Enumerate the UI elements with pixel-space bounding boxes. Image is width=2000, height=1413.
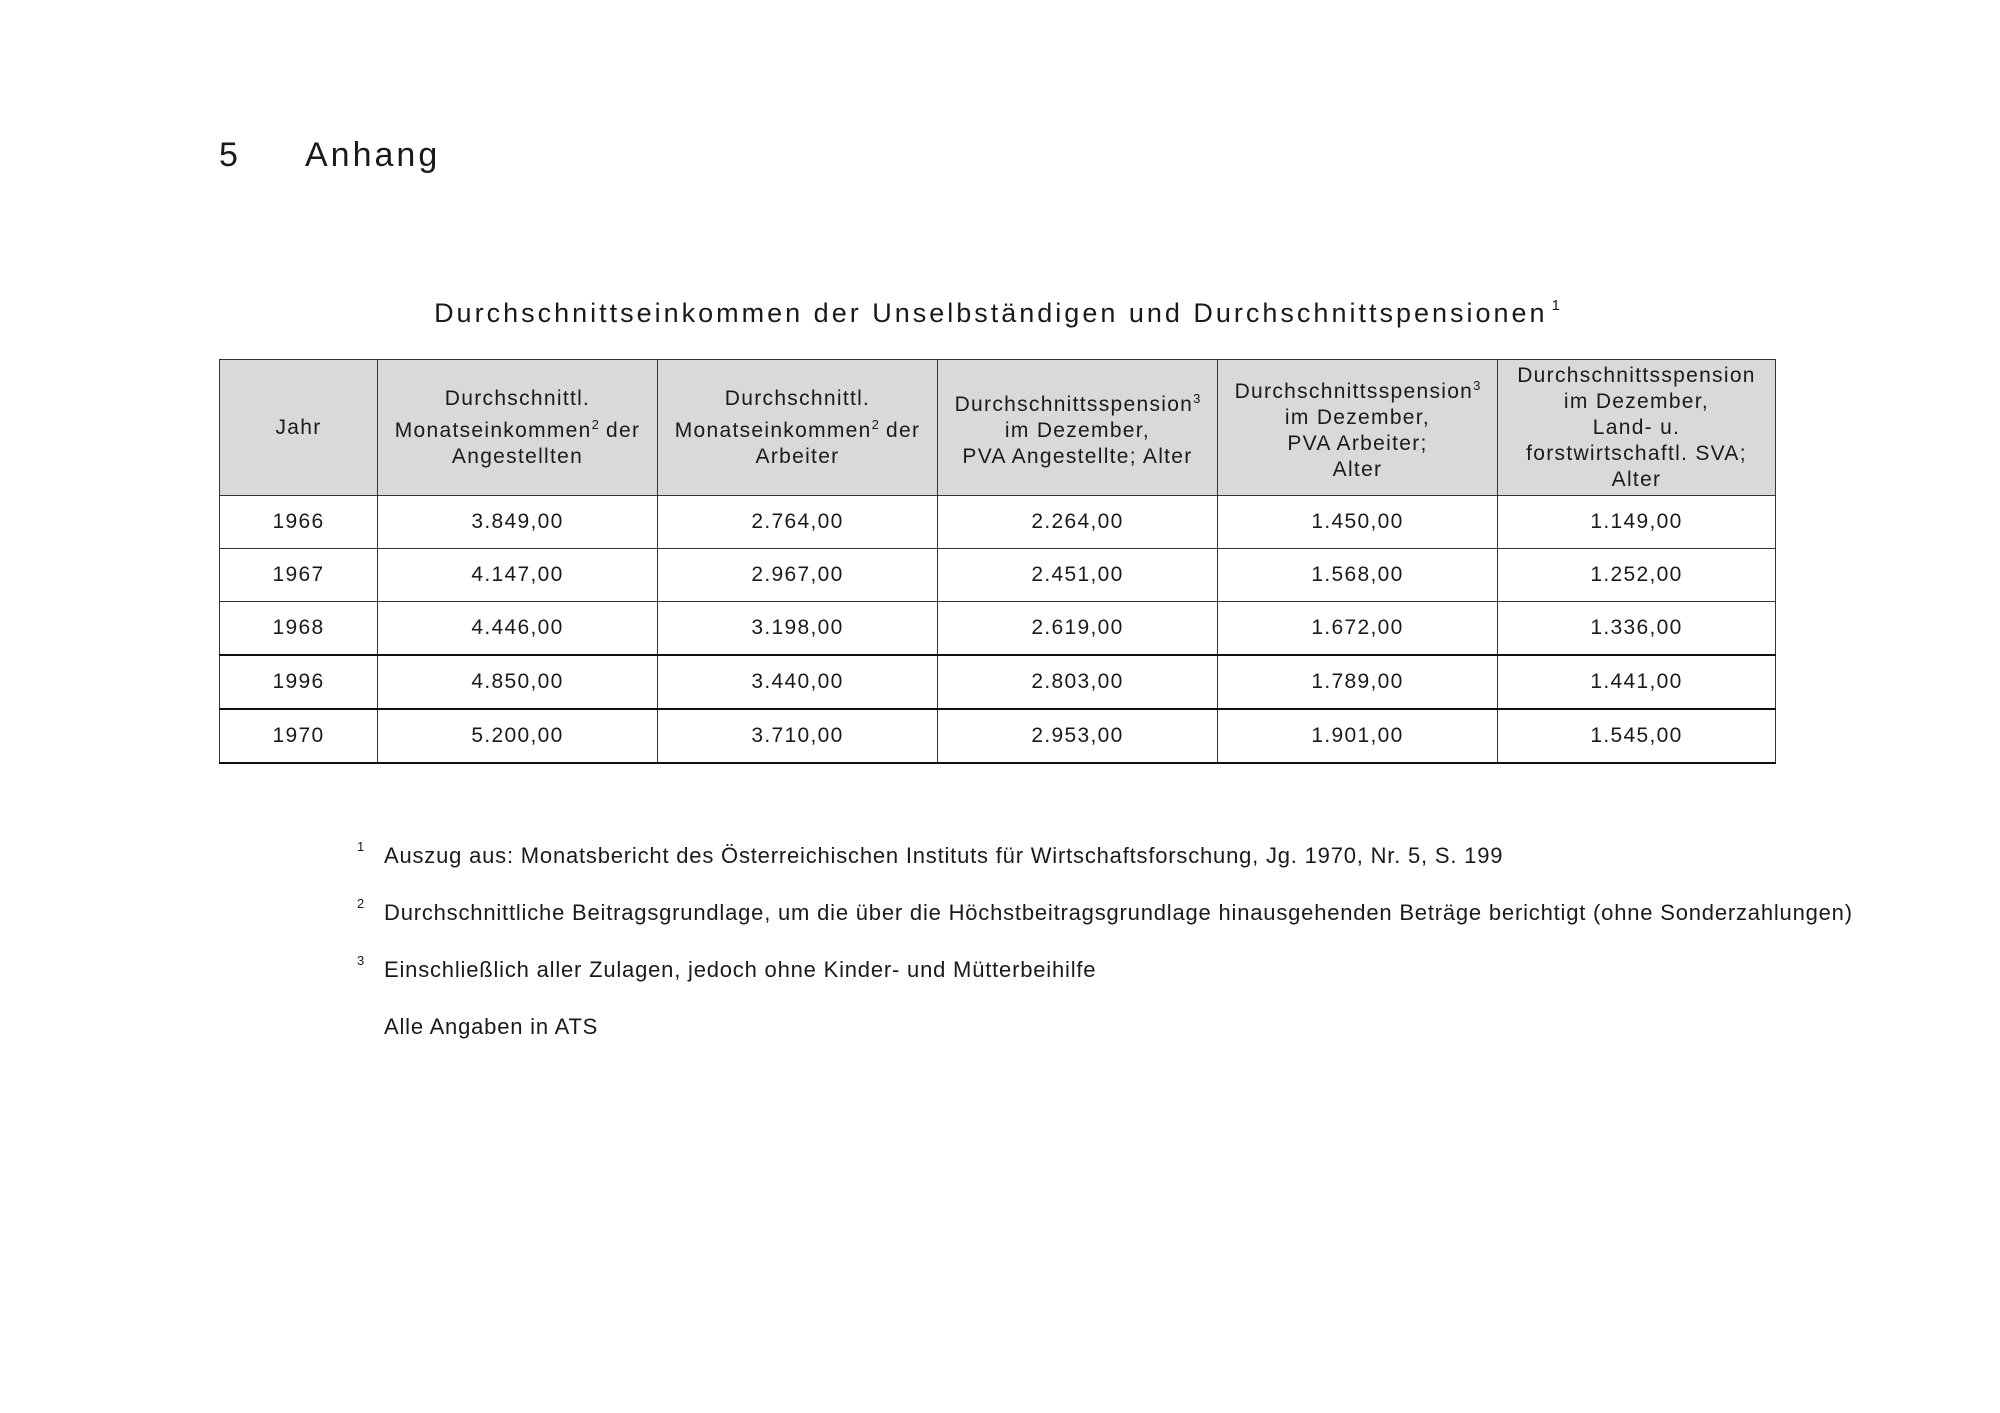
footnote-ref: 3 — [1193, 390, 1201, 406]
cell-value: 1.441,00 — [1498, 655, 1776, 709]
cell-value: 1.901,00 — [1218, 709, 1498, 763]
cell-value: 2.953,00 — [938, 709, 1218, 763]
footnote-text: Durchschnittliche Beitragsgrundlage, um die über die Höchstbeitragsgrundlage hinausgehenden Beträge berichtigt (ohne Sonderzahlungen) — [384, 900, 1853, 925]
footnote-ref: 2 — [871, 416, 879, 432]
cell-value: 2.803,00 — [938, 655, 1218, 709]
footnote-text: Einschließlich aller Zulagen, jedoch ohne Kinder- und Mütterbeihilfe — [384, 957, 1097, 982]
cell-value: 2.619,00 — [938, 602, 1218, 656]
footnote-2 — [357, 896, 1853, 957]
cell-value: 2.451,00 — [938, 549, 1218, 602]
header-income-workers-label-cont: der Arbeiter — [755, 418, 921, 468]
footnote-3 — [357, 953, 1853, 1014]
cell-value: 1.789,00 — [1218, 655, 1498, 709]
cell-value: 4.850,00 — [378, 655, 658, 709]
cell-value: 1.450,00 — [1218, 496, 1498, 549]
footnote-mark: 2 — [357, 896, 366, 911]
header-year-label: Jahr — [275, 415, 322, 439]
table-caption-text: Durchschnittseinkommen der Unselbständigen und Durchschnittspensionen — [434, 298, 1548, 328]
footnote-ref: 3 — [1473, 377, 1481, 393]
footnote-mark: 3 — [357, 953, 366, 968]
currency-note-text: Alle Angaben in ATS — [384, 1014, 599, 1039]
table-caption-footnote-ref: 1 — [1551, 297, 1560, 314]
cell-value: 3.440,00 — [658, 655, 938, 709]
cell-value: 2.764,00 — [658, 496, 938, 549]
header-pension-pva-employees-label-cont: im Dezember, PVA Angestellte; Alter — [962, 418, 1193, 468]
footnote-mark: 1 — [357, 839, 366, 854]
cell-value: 3.849,00 — [378, 496, 658, 549]
cell-value: 1.672,00 — [1218, 602, 1498, 656]
header-pension-sva-agriculture-label: Durchschnittsspension im Dezember, Land- u. forstwirtschaftl. SVA; Alter — [1517, 363, 1756, 491]
header-income-employees — [378, 360, 658, 496]
section-number: 5 — [219, 136, 241, 174]
cell-value: 1.252,00 — [1498, 549, 1776, 602]
header-income-employees-label-cont: der Angestellten — [451, 418, 641, 468]
currency-note — [357, 1014, 1853, 1071]
cell-value: 3.710,00 — [658, 709, 938, 763]
section-heading — [219, 136, 440, 175]
cell-year: 1996 — [220, 655, 378, 709]
cell-value: 3.198,00 — [658, 602, 938, 656]
cell-value: 1.149,00 — [1498, 496, 1776, 549]
header-pension-pva-employees-label: Durchschnittsspension — [954, 392, 1194, 416]
cell-value: 1.545,00 — [1498, 709, 1776, 763]
footnote-ref: 2 — [591, 416, 599, 432]
header-income-workers-label: Durchschnittl. Monatseinkommen — [674, 386, 872, 442]
footnote-1 — [357, 839, 1853, 900]
cell-value: 4.446,00 — [378, 602, 658, 656]
cell-year: 1970 — [220, 709, 378, 763]
header-pension-pva-workers-label-cont: im Dezember, PVA Arbeiter; Alter — [1284, 405, 1431, 481]
footnotes — [357, 839, 1853, 1071]
income-pension-table — [219, 359, 1776, 764]
header-pension-sva-agriculture — [1498, 360, 1776, 496]
header-income-employees-label: Durchschnittl. Monatseinkommen — [394, 386, 592, 442]
table-caption — [219, 298, 1775, 329]
cell-year: 1968 — [220, 602, 378, 656]
table-row — [220, 655, 1776, 709]
section-title: Anhang — [305, 136, 441, 174]
cell-year: 1967 — [220, 549, 378, 602]
cell-value: 5.200,00 — [378, 709, 658, 763]
header-year — [220, 360, 378, 496]
table-row — [220, 496, 1776, 549]
table-header-row — [220, 360, 1776, 496]
table-row — [220, 709, 1776, 763]
cell-value: 1.336,00 — [1498, 602, 1776, 656]
cell-value: 1.568,00 — [1218, 549, 1498, 602]
cell-value: 4.147,00 — [378, 549, 658, 602]
header-pension-pva-workers — [1218, 360, 1498, 496]
cell-year: 1966 — [220, 496, 378, 549]
footnote-text: Auszug aus: Monatsbericht des Österreichischen Instituts für Wirtschaftsforschung, Jg. 1970, Nr. 5, S. 199 — [384, 843, 1504, 868]
header-income-workers — [658, 360, 938, 496]
table-row — [220, 549, 1776, 602]
table-row — [220, 602, 1776, 656]
header-pension-pva-employees — [938, 360, 1218, 496]
header-pension-pva-workers-label: Durchschnittsspension — [1234, 379, 1474, 403]
cell-value: 2.264,00 — [938, 496, 1218, 549]
cell-value: 2.967,00 — [658, 549, 938, 602]
